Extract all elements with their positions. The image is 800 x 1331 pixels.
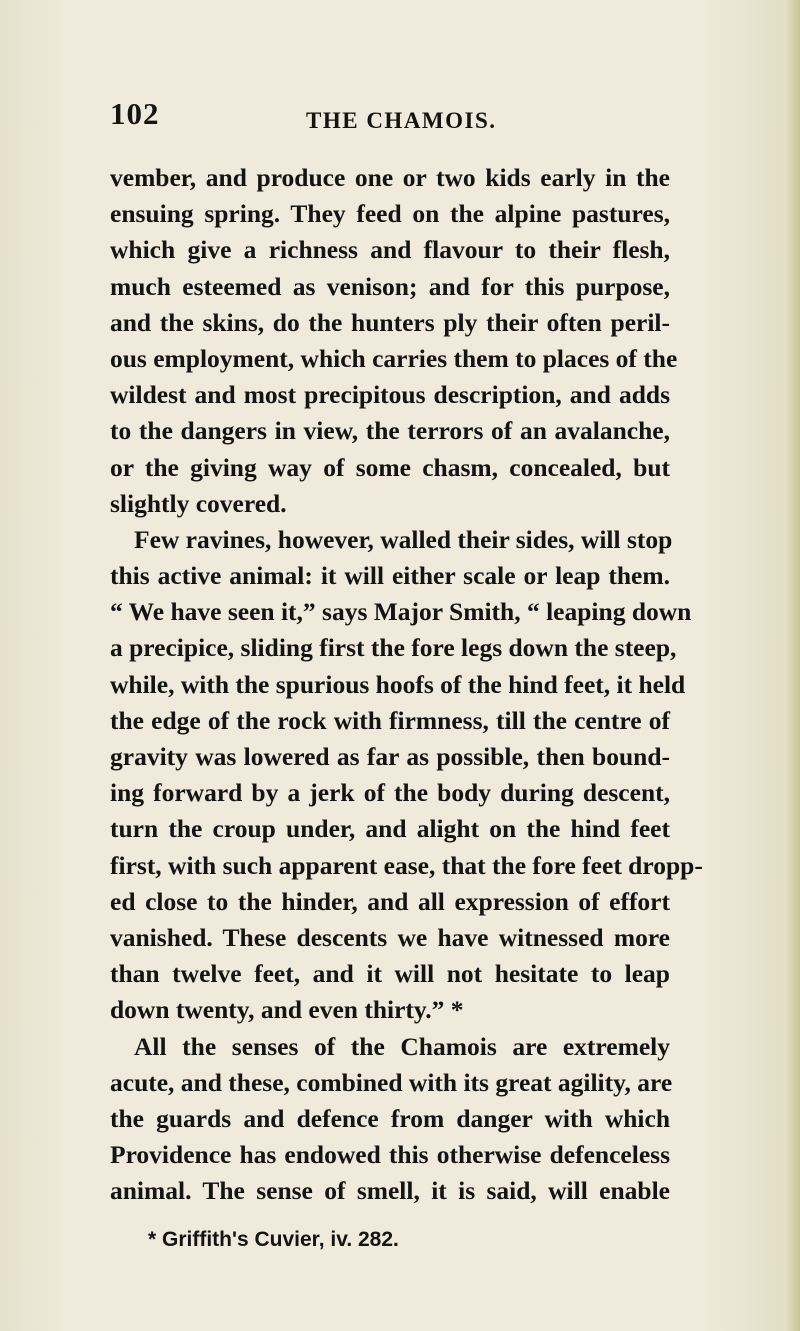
text-line: “ We have seen it,” says Major Smith, “ leaping down: [110, 597, 692, 627]
text-line: vember, and produce one or two kids early in the: [110, 163, 670, 192]
text-line: ing forward by a jerk of the body during descent,: [110, 778, 670, 808]
text-line: a precipice, sliding first the fore legs down the steep,: [110, 633, 677, 663]
text-line: the guards and defence from danger with which: [110, 1103, 670, 1133]
text-line: which give a richness and flavour to their flesh,: [110, 235, 670, 265]
text-line: vanished. These descents we have witnessed more: [110, 922, 670, 952]
text-line: Providence has endowed this otherwise defenceless: [110, 1140, 670, 1170]
text-line: first, with such apparent ease, that the fore feet dropp-: [110, 850, 703, 880]
running-head: THE CHAMOIS.: [306, 108, 497, 133]
text-line: the edge of the rock with firmness, till the centre of: [110, 705, 670, 735]
page-edge-shadow: [786, 0, 800, 1331]
text-line: ensuing spring. They feed on the alpine pastures,: [110, 199, 670, 229]
text-line: ous employment, which carries them to places of the: [110, 343, 678, 373]
text-line: much esteemed as venison; and for this purpose,: [110, 271, 670, 301]
text-line: slightly covered.: [110, 488, 287, 518]
text-line: or the giving way of some chasm, concealed, but: [110, 452, 670, 482]
text-line: gravity was lowered as far as possible, then bound-: [110, 742, 670, 771]
footnote: * Griffith's Cuvier, iv. 282.: [148, 1228, 399, 1251]
text-line: All the senses of the Chamois are extremely: [134, 1031, 670, 1061]
text-line: animal. The sense of smell, it is said, will enable: [110, 1176, 670, 1206]
text-line: down twenty, and even thirty.” *: [110, 995, 464, 1025]
text-line: wildest and most precipitous description, and adds: [110, 380, 670, 410]
page-header: [110, 96, 670, 136]
text-line: ed close to the hinder, and all expression of effort: [110, 886, 670, 916]
page-number: 102: [110, 96, 160, 131]
text-line: to the dangers in view, the terrors of an avalanche,: [110, 416, 670, 446]
text-line: than twelve feet, and it will not hesitate to leap: [110, 959, 670, 989]
text-line: acute, and these, combined with its great agility, are: [110, 1067, 673, 1097]
body-text: [110, 160, 703, 1209]
text-line: Few ravines, however, walled their sides, will stop: [134, 524, 673, 554]
text-line: while, with the spurious hoofs of the hind feet, it held: [110, 669, 686, 699]
text-line: and the skins, do the hunters ply their often peril-: [110, 307, 670, 337]
text-line: this active animal: it will either scale or leap them.: [110, 561, 670, 591]
text-line: turn the croup under, and alight on the hind feet: [110, 814, 670, 844]
